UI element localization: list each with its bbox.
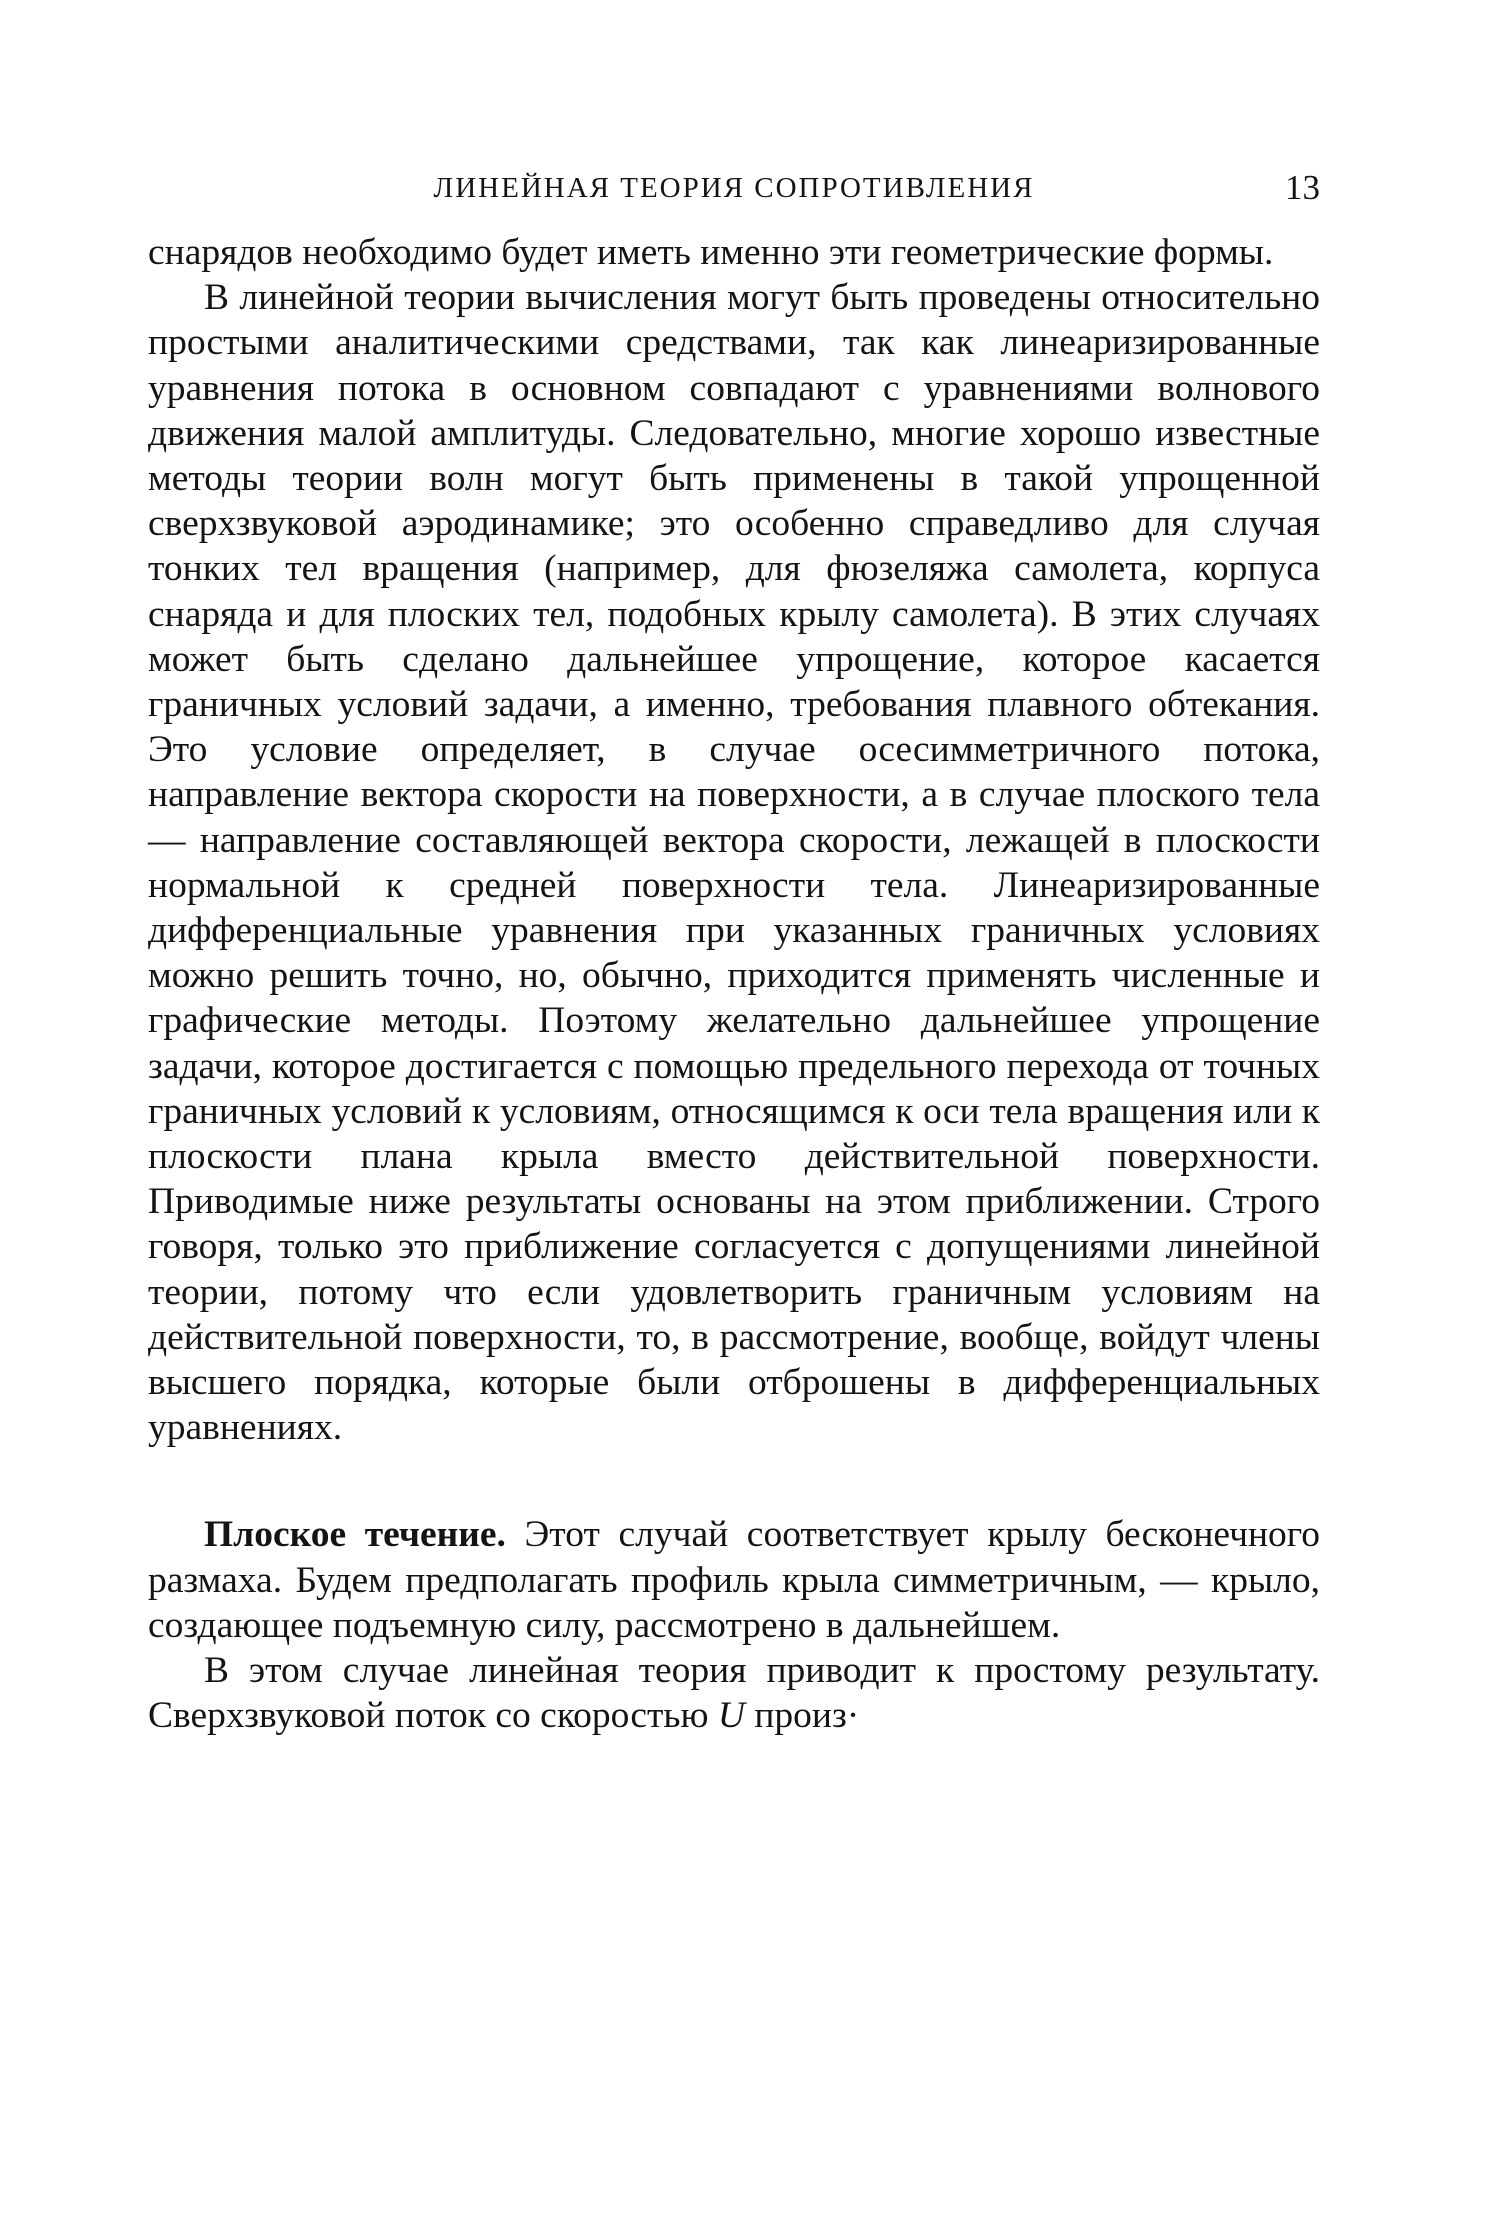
page-number: 13: [1285, 168, 1320, 207]
final-text-after: произ·: [754, 1695, 860, 1737]
paragraph-linear-theory: В линейной теории вычисления могут быть проведены относительно простыми аналитическими средствами, так как линеаризированные уравнения потока в основном совпадают с уравнениями волнового движения малой амплитуды. Следовательно, многие хорошо известные методы теории волн могут быть применены в такой упрощенной сверхзвуковой аэродинамике; это особенно справедливо для случая тонких тел вращения (например, для фюзеляжа самолета, корпуса снаряда и для плоских тел, подобных крылу самолета). В этих случаях может быть сделано дальнейшее упрощение, которое касается граничных условий задачи, а именно, требования плавного обтекания. Это условие определяет, в случае осесимметричного потока, направление вектора скорости на поверхности, а в случае плоского тела — направление составляющей вектора скорости, лежащей в плоскости нормальной к средней поверхности тела. Линеаризированные дифференциальные уравнения при указанных граничных условиях можно решить точно, но, обычно, приходится применять численные и графические методы. Поэтому желательно дальнейшее упрощение задачи, которое достигается с помощью предельного перехода от точных граничных условий к условиям, относящимся к оси тела вращения или к плоскости плана крыла вместо действительной поверхности. Приводимые ниже результаты основаны на этом приближении. Строго говоря, только это приближение согласуется с допущениями линейной теории, потому что если удовлетворить граничным условиям на действительной поверхности, то, в рассмотрение, вообще, войдут члены высшего порядка, которые были отброшены в дифференциальных уравнениях.: [148, 277, 1320, 1449]
paragraph-final: [148, 1648, 1320, 1738]
body-text: [148, 230, 1320, 1739]
section-plane-flow: [148, 1512, 1320, 1648]
running-header-title: ЛИНЕЙНАЯ ТЕОРИЯ СОПРОТИВЛЕНИЯ: [433, 172, 1035, 204]
section-text: Этот случай соответствует крылу бесконечного размаха. Будем предполагать профиль крыла симметричным, — крыло, создающее подъемную силу, рассмотрено в дальнейшем.: [148, 1514, 1320, 1646]
final-text-before: В этом случае линейная теория приводит к простому результату. Сверхзвуковой поток со скоростью: [148, 1650, 1320, 1737]
velocity-symbol: U: [717, 1695, 745, 1737]
section-heading: Плоское течение.: [204, 1514, 506, 1556]
book-page: [148, 168, 1320, 1739]
running-header: [148, 168, 1320, 212]
paragraph-continuation: снарядов необходимо будет иметь именно эти геометрические формы.: [148, 232, 1274, 273]
